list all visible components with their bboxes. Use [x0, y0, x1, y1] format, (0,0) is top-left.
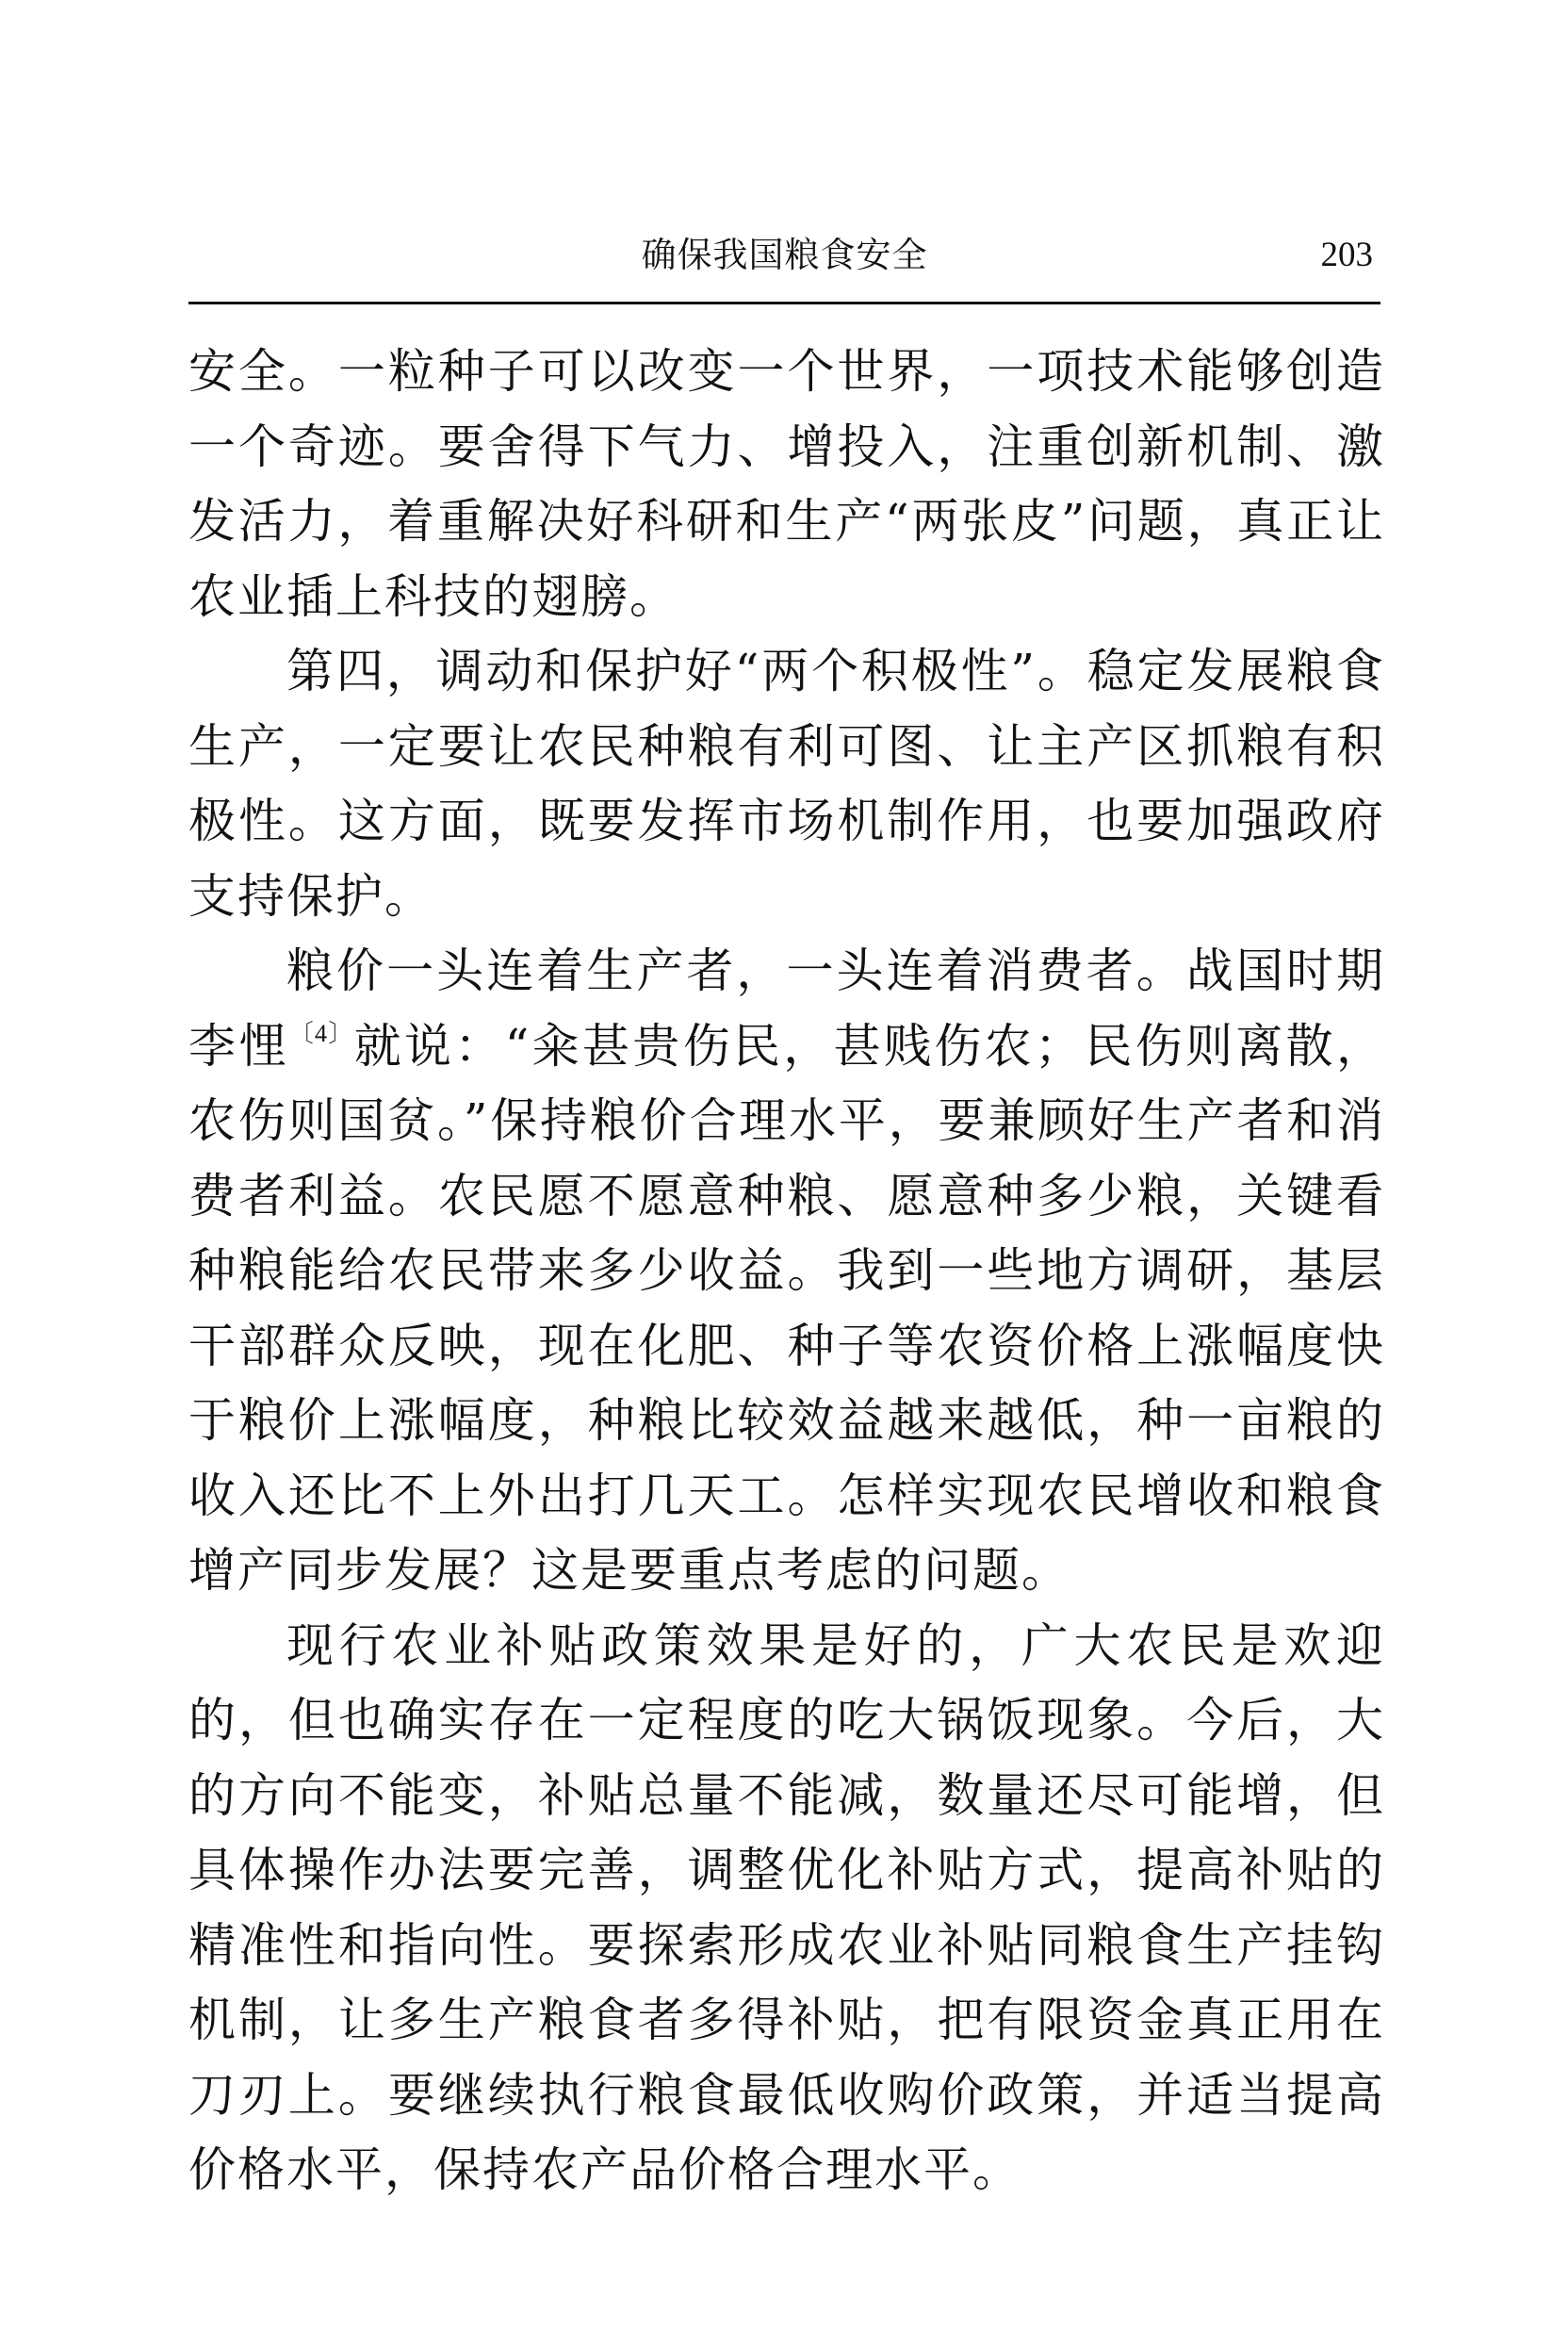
paragraph-subsidy-policy: 现行农业补贴政策效果是好的，广大农民是欢迎的，但也确实存在一定程度的吃大锅饭现象。今后，大的方向不能变，补贴总量不能减，数量还尽可能增，但具体操作办法要完善，调整优化补贴方式，提高补贴的精准性和指向性。要探索形成农业补贴同粮食生产挂钩机制，让多生产粮食者多得补贴，把有限资金真正用在刀刃上。要继续执行粮食最低收购价政策，并适当提高价格水平，保持农产品价格合理水平。: [188, 1617, 1385, 2197]
paragraph-grain-price: [188, 934, 1385, 1609]
page-number: 203: [1320, 236, 1373, 274]
running-header: [188, 231, 1380, 287]
chapter-title: 确保我国粮食安全: [641, 235, 928, 275]
paragraph-text-before-note: 粮价一头连着生产者，一头连着消费者。战国时期李悝: [188, 943, 1385, 1074]
footnote-reference[interactable]: 〔4〕: [288, 1019, 354, 1047]
body-text: [188, 335, 1385, 2208]
paragraph-fourth-point: 第四，调动和保护好“两个积极性”。稳定发展粮食生产，一定要让农民种粮有利可图、让主产区抓粮有积极性。这方面，既要发挥市场机制作用，也要加强政府支持保护。: [188, 644, 1385, 924]
paragraph-continued: 安全。一粒种子可以改变一个世界，一项技术能够创造一个奇迹。要舍得下气力、增投入，注重创新机制、激发活力，着重解决好科研和生产“两张皮”问题，真正让农业插上科技的翅膀。: [188, 344, 1385, 624]
header-divider: [188, 302, 1380, 304]
paragraph-text-after-note: 就说：“籴甚贵伤民，甚贱伤农；民伤则离散，农伤则国贫。”保持粮价合理水平，要兼顾好生产者和消费者利益。农民愿不愿意种粮、愿意种多少粮，关键看种粮能给农民带来多少收益。我到一些地方调研，基层干部群众反映，现在化肥、种子等农资价格上涨幅度快于粮价上涨幅度，种粮比较效益越来越低，种一亩粮的收入还比不上外出打几天工。怎样实现农民增收和粮食增产同步发展？这是要重点考虑的问题。: [188, 1018, 1386, 1598]
